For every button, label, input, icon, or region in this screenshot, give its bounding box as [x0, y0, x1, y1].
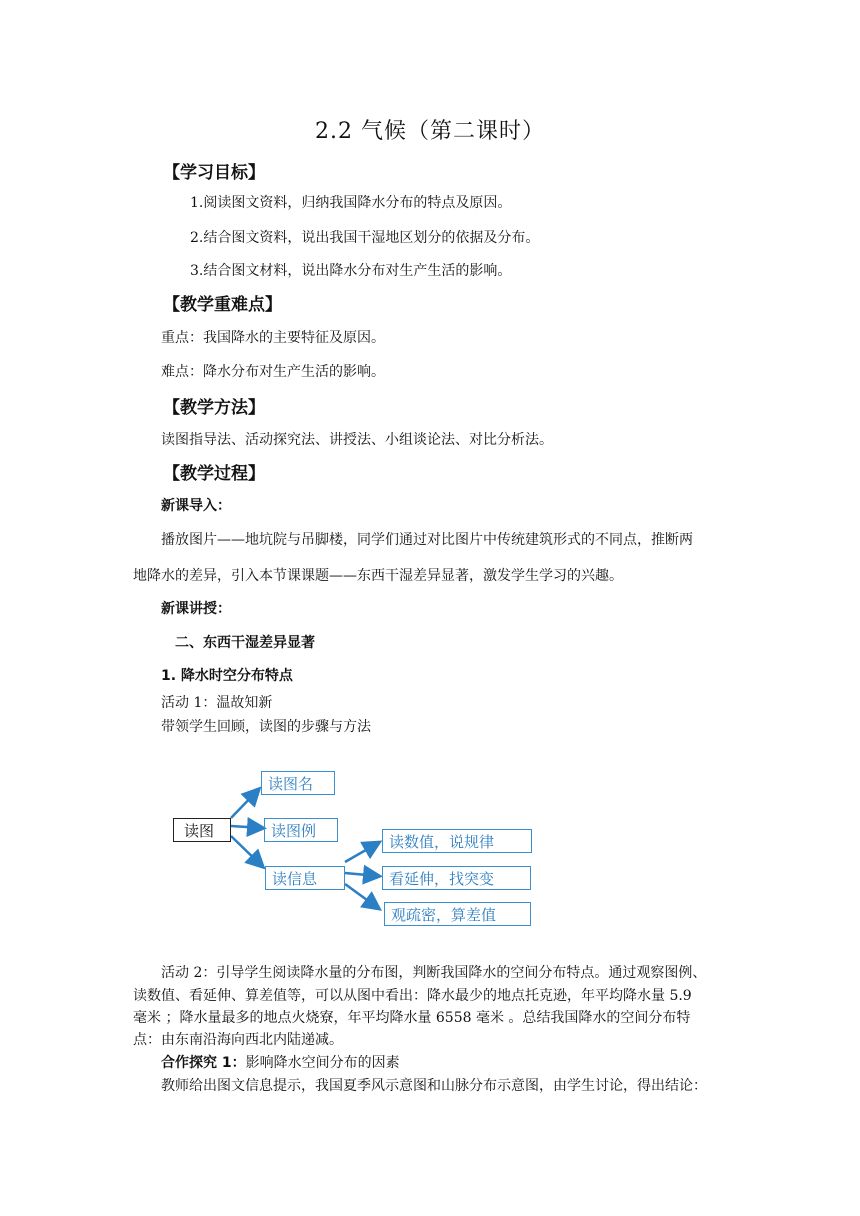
activity1-desc: 带领学生回顾，读图的步骤与方法: [161, 719, 371, 735]
diagram-step-information: 读信息: [265, 866, 345, 890]
activity1-title: 活动 1：温故知新: [161, 695, 273, 711]
methods-text: 读图指导法、活动探究法、讲授法、小组谈论法、对比分析法。: [161, 432, 553, 448]
page-title: 2.2 气候（第二课时）: [315, 119, 545, 144]
objective-item: 1.阅读图文资料，归纳我国降水分布的特点及原因。: [190, 195, 512, 211]
arrow-to-information: [231, 836, 262, 866]
activity2-line: 活动 2：引导学生阅读降水量的分布图，判断我国降水的空间分布特点。通过观察图例、: [161, 965, 707, 981]
arrow-to-values: [345, 843, 378, 862]
diagram-step-map-title: 读图名: [261, 771, 335, 795]
diagram-detail-values: 读数值，说规律: [382, 829, 532, 853]
diagram-detail-extension: 看延伸，找突变: [382, 866, 531, 890]
arrow-to-legend: [231, 826, 262, 828]
intro-heading: 新课导入：: [161, 498, 231, 514]
difficult-point-text: 难点：降水分布对生产生活的影响。: [161, 364, 385, 380]
coop-label: 合作探究 1：: [161, 1055, 246, 1071]
methods-heading: 【教学方法】: [163, 398, 265, 418]
process-heading: 【教学过程】: [163, 464, 265, 484]
point-heading: 1. 降水时空分布特点: [161, 668, 293, 684]
diagram-root-box: 读图: [173, 818, 231, 842]
coop-text: 影响降水空间分布的因素: [245, 1055, 400, 1071]
diagram-step-legend: 读图例: [264, 818, 338, 842]
arrow-to-density: [345, 884, 378, 908]
section-subheading: 二、东西干湿差异显著: [175, 635, 315, 651]
objective-item: 2.结合图文资料，说出我国干湿地区划分的依据及分布。: [190, 230, 540, 246]
activity2-line: 点：由东南沿海向西北内陆递减。: [133, 1032, 343, 1048]
activity2-line: 毫米 ；降水量最多的地点火烧寮，年平均降水量 6558 毫米 。总结我国降水的空间分布特: [133, 1010, 691, 1026]
activity2-line: 读数值、看延伸、算差值等，可以从图中看出：降水最少的地点托克逊，年平均降水量 5.9: [133, 988, 692, 1004]
key-point-text: 重点：我国降水的主要特征及原因。: [161, 330, 385, 346]
key-points-heading: 【教学重难点】: [163, 295, 282, 315]
intro-line: 播放图片——地坑院与吊脚楼，同学们通过对比图片中传统建筑形式的不同点，推断两: [161, 532, 693, 548]
arrow-to-map-title: [231, 790, 258, 818]
objective-item: 3.结合图文材料，说出降水分布对生产生活的影响。: [190, 263, 512, 279]
intro-line: 地降水的差异，引入本节课课题——东西干湿差异显著，激发学生学习的兴趣。: [133, 568, 623, 584]
teacher-line: 教师给出图文信息提示，我国夏季风示意图和山脉分布示意图，由学生讨论，得出结论：: [161, 1078, 707, 1094]
objectives-heading: 【学习目标】: [163, 163, 265, 183]
coop-line: [161, 1052, 400, 1072]
diagram-detail-density: 观疏密，算差值: [384, 902, 531, 926]
lecture-heading: 新课讲授：: [161, 601, 231, 617]
arrow-to-extension: [345, 873, 378, 876]
